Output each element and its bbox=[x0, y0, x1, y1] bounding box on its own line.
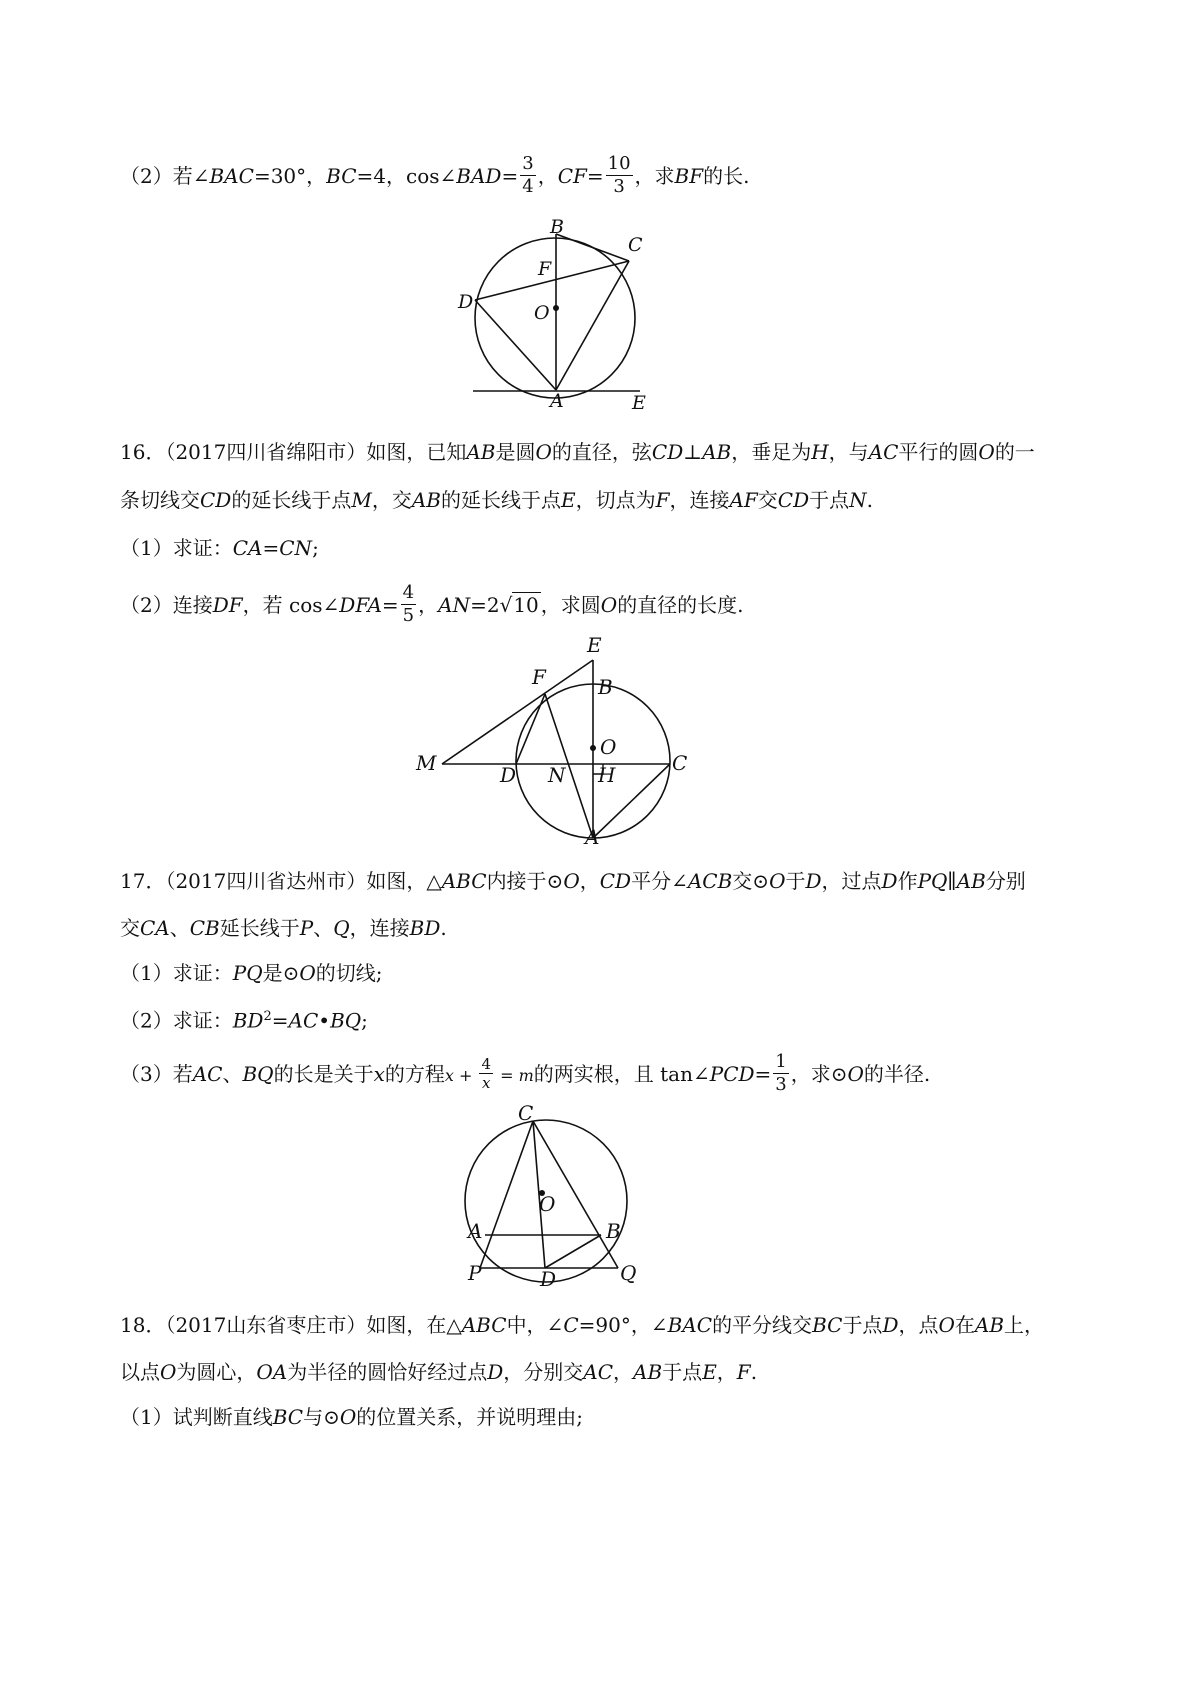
text: = bbox=[501, 164, 519, 188]
text: = bbox=[470, 593, 487, 617]
segment-fd bbox=[516, 694, 545, 764]
denominator: 3 bbox=[613, 176, 625, 197]
radicand: 10 bbox=[513, 593, 539, 617]
text: （1）试判断直线 bbox=[120, 1405, 273, 1429]
text: AB bbox=[411, 488, 441, 512]
denominator: 4 bbox=[522, 176, 534, 197]
numerator: 4 bbox=[481, 1055, 492, 1073]
label-b: B bbox=[606, 1219, 621, 1243]
text: （2）若∠ bbox=[120, 164, 210, 188]
q16-part2 bbox=[120, 584, 744, 629]
text: O bbox=[563, 869, 580, 893]
text: 内接于⊙ bbox=[486, 869, 564, 893]
text: O bbox=[938, 1313, 955, 1337]
text: ， bbox=[418, 593, 439, 617]
fraction bbox=[479, 1055, 493, 1092]
label-a: A bbox=[550, 390, 564, 413]
text: ，与 bbox=[828, 440, 869, 464]
text: BD bbox=[232, 1008, 264, 1033]
text: ，求圆 bbox=[540, 593, 601, 617]
text: AC bbox=[868, 440, 899, 464]
text: BQ bbox=[242, 1062, 274, 1086]
text: ，过点 bbox=[821, 869, 882, 893]
superscript: 2 bbox=[263, 1009, 272, 1024]
text: BAC bbox=[209, 164, 254, 188]
text: O bbox=[535, 440, 552, 464]
numerator: 3 bbox=[522, 153, 534, 174]
text: CF bbox=[557, 164, 587, 188]
label-m: M bbox=[416, 751, 437, 775]
text: 的直径的长度. bbox=[617, 593, 744, 617]
text: M bbox=[351, 488, 372, 512]
label-b: B bbox=[598, 675, 613, 699]
text: CD bbox=[200, 488, 232, 512]
denominator: 3 bbox=[775, 1074, 787, 1095]
text: 的延长线于点 bbox=[231, 488, 352, 512]
text: = bbox=[271, 1008, 289, 1033]
text: 中，∠ bbox=[506, 1313, 564, 1337]
text: 的半径. bbox=[863, 1062, 931, 1086]
text: 分别 bbox=[985, 869, 1026, 893]
q18-line2 bbox=[120, 1360, 757, 1384]
text: AF bbox=[729, 488, 758, 512]
text: 与⊙ bbox=[303, 1405, 340, 1429]
text: 的位置关系，并说明理由; bbox=[356, 1405, 584, 1429]
numerator: 10 bbox=[607, 153, 631, 174]
segment-bc bbox=[556, 234, 629, 261]
text: 的两实根，且 tan∠ bbox=[533, 1062, 710, 1086]
text: CA bbox=[140, 916, 170, 940]
numerator: 4 bbox=[402, 582, 415, 603]
text: 18．（2017山东省枣庄市）如图，在△ bbox=[120, 1313, 462, 1337]
text: （1）求证： bbox=[120, 536, 233, 560]
text: ，垂足为 bbox=[731, 440, 812, 464]
text: 的平分线交 bbox=[712, 1313, 813, 1337]
q17-line1 bbox=[120, 869, 1026, 893]
text: 、 bbox=[169, 916, 190, 940]
label-a: A bbox=[468, 1219, 483, 1243]
text: DF bbox=[212, 593, 243, 617]
label-e: E bbox=[587, 633, 602, 657]
text: ; bbox=[312, 536, 319, 560]
text: 的切线; bbox=[315, 961, 383, 985]
numerator: 1 bbox=[775, 1051, 787, 1072]
text: O bbox=[600, 593, 618, 617]
label-f: F bbox=[538, 258, 552, 281]
text: O bbox=[769, 869, 786, 893]
text: H bbox=[811, 440, 829, 464]
fraction bbox=[773, 1051, 788, 1096]
text: = bbox=[381, 593, 399, 617]
text: • bbox=[318, 1008, 331, 1033]
text: ABC bbox=[441, 869, 487, 893]
text: O bbox=[299, 961, 316, 985]
text: CN bbox=[279, 536, 313, 560]
label-o: O bbox=[534, 302, 550, 325]
text: x bbox=[373, 1062, 385, 1086]
text: CD bbox=[599, 869, 632, 893]
text: ，切点为 bbox=[575, 488, 656, 512]
label-q: Q bbox=[620, 1261, 637, 1285]
text: BC bbox=[272, 1405, 304, 1429]
text: AB bbox=[466, 440, 496, 464]
text: AB bbox=[633, 1360, 663, 1384]
text: 在 bbox=[954, 1313, 975, 1337]
text: BC bbox=[326, 164, 357, 188]
text: F bbox=[655, 488, 670, 512]
text: （1）求证： bbox=[120, 961, 233, 985]
label-h: H bbox=[598, 763, 616, 787]
label-c: C bbox=[672, 751, 688, 775]
text: 的直径，弦 bbox=[551, 440, 652, 464]
text: 延长线于 bbox=[219, 916, 300, 940]
text: = bbox=[495, 1066, 519, 1085]
q17-part2 bbox=[120, 1005, 368, 1033]
text: ，分别交 bbox=[503, 1360, 584, 1384]
text: =30°， bbox=[253, 164, 327, 188]
text: CD bbox=[777, 488, 810, 512]
text: ACB bbox=[687, 869, 733, 893]
fraction bbox=[401, 582, 416, 627]
text: 上， bbox=[1004, 1313, 1045, 1337]
label-c: C bbox=[628, 234, 643, 257]
q17-line2 bbox=[120, 916, 447, 940]
text: PQ bbox=[917, 869, 948, 893]
text: （3）若 bbox=[120, 1062, 193, 1086]
text: O bbox=[847, 1062, 864, 1086]
segment-dc bbox=[475, 261, 629, 300]
text: BD bbox=[409, 916, 441, 940]
text: BAC bbox=[667, 1313, 713, 1337]
text: 于点 bbox=[842, 1313, 883, 1337]
text: 17．（2017四川省达州市）如图，△ bbox=[120, 869, 442, 893]
text: =4，cos∠ bbox=[356, 164, 457, 188]
text: 以点 bbox=[120, 1360, 160, 1384]
text: D bbox=[881, 869, 898, 893]
label-e: E bbox=[632, 392, 646, 415]
text: 于 bbox=[785, 869, 806, 893]
q15-part2 bbox=[120, 155, 749, 200]
text: O bbox=[339, 1405, 357, 1429]
text: 的方程 bbox=[384, 1062, 445, 1086]
text: O bbox=[160, 1360, 177, 1384]
text: P bbox=[299, 916, 314, 940]
text: 为半径的圆恰好经过点 bbox=[287, 1360, 488, 1384]
text: AB bbox=[956, 869, 986, 893]
text: PCD bbox=[709, 1062, 755, 1086]
q18-part1 bbox=[120, 1405, 583, 1429]
label-f: F bbox=[532, 665, 546, 689]
text: AB bbox=[974, 1313, 1005, 1337]
q16-line2 bbox=[120, 488, 873, 512]
q16-part1 bbox=[120, 536, 319, 560]
text: ，若 cos∠ bbox=[242, 593, 340, 617]
text: =90°，∠ bbox=[578, 1313, 668, 1337]
text: ， bbox=[613, 1360, 634, 1384]
text: ABC bbox=[461, 1313, 507, 1337]
text: ，点 bbox=[898, 1313, 939, 1337]
label-n: N bbox=[548, 763, 566, 787]
text: 为圆心， bbox=[176, 1360, 257, 1384]
text: AC bbox=[288, 1008, 319, 1033]
segment-ca bbox=[480, 1121, 533, 1268]
text: ，交 bbox=[371, 488, 412, 512]
text: ， bbox=[579, 869, 600, 893]
label-d: D bbox=[540, 1267, 557, 1291]
text: ，求⊙ bbox=[790, 1062, 848, 1086]
text: ; bbox=[361, 1008, 368, 1033]
text: 2 bbox=[486, 593, 500, 617]
text: AN bbox=[438, 593, 471, 617]
text: ，连接 bbox=[669, 488, 730, 512]
q16-line1 bbox=[120, 440, 1035, 464]
text: E bbox=[560, 488, 576, 512]
text: . bbox=[750, 1360, 758, 1384]
text: 于点 bbox=[662, 1360, 703, 1384]
text: C bbox=[563, 1313, 579, 1337]
text: 于点 bbox=[809, 488, 850, 512]
text: = bbox=[754, 1062, 772, 1086]
text: Q bbox=[333, 916, 350, 940]
text: 的长是关于 bbox=[273, 1062, 374, 1086]
text: CD bbox=[651, 440, 684, 464]
text: AC bbox=[583, 1360, 614, 1384]
denominator: 5 bbox=[402, 605, 415, 626]
text: ，连接 bbox=[349, 916, 410, 940]
label-c: C bbox=[518, 1101, 534, 1125]
fraction bbox=[606, 153, 633, 198]
denominator: x bbox=[482, 1074, 491, 1092]
text: 、 bbox=[313, 916, 334, 940]
text: BQ bbox=[330, 1008, 362, 1033]
figure-q16 bbox=[410, 630, 740, 860]
text: O bbox=[978, 440, 995, 464]
q17-part1 bbox=[120, 961, 383, 985]
circle-o bbox=[475, 238, 635, 398]
label-o: O bbox=[539, 1192, 556, 1216]
text: = bbox=[262, 536, 280, 560]
text: 条切线交 bbox=[120, 488, 200, 512]
text: BC bbox=[812, 1313, 843, 1337]
text: E bbox=[702, 1360, 717, 1384]
label-o: O bbox=[600, 735, 617, 759]
text: ， bbox=[716, 1360, 737, 1384]
figure-q17 bbox=[460, 1100, 680, 1295]
label-a: A bbox=[585, 825, 600, 849]
text: 的一 bbox=[994, 440, 1035, 464]
text: 是⊙ bbox=[262, 961, 300, 985]
text: （2）连接 bbox=[120, 593, 213, 617]
text: m bbox=[518, 1066, 534, 1085]
text: 平行的圆 bbox=[898, 440, 979, 464]
text: D bbox=[487, 1360, 504, 1384]
text: 作 bbox=[897, 869, 918, 893]
text: . bbox=[440, 916, 447, 940]
text: . bbox=[866, 488, 873, 512]
text: 交 bbox=[120, 916, 140, 940]
text: ， bbox=[537, 164, 558, 188]
text: 的延长线于点 bbox=[440, 488, 561, 512]
text: N bbox=[849, 488, 867, 512]
text: 16．（2017四川省绵阳市）如图，已知 bbox=[120, 440, 467, 464]
q18-line1 bbox=[120, 1313, 1044, 1337]
segment-bd bbox=[545, 1235, 601, 1268]
text: CA bbox=[232, 536, 263, 560]
text: = bbox=[586, 164, 604, 188]
text: ∥ bbox=[947, 869, 957, 893]
text: ⊥ bbox=[683, 440, 703, 464]
text: 是圆 bbox=[495, 440, 536, 464]
text: 的长. bbox=[703, 164, 750, 188]
text: + bbox=[453, 1066, 478, 1085]
center-point bbox=[590, 745, 596, 751]
segment-ca bbox=[556, 261, 629, 390]
text: 平分∠ bbox=[631, 869, 688, 893]
q17-part3 bbox=[120, 1053, 930, 1098]
text: ，求 bbox=[634, 164, 675, 188]
label-d: D bbox=[458, 291, 474, 314]
text: AB bbox=[702, 440, 732, 464]
text: AC bbox=[192, 1062, 223, 1086]
text: 交⊙ bbox=[732, 869, 770, 893]
text: BF bbox=[674, 164, 704, 188]
text: F bbox=[736, 1360, 751, 1384]
text: x bbox=[444, 1066, 454, 1085]
text: BAD bbox=[456, 164, 502, 188]
fraction bbox=[520, 153, 535, 198]
text: DFA bbox=[339, 593, 382, 617]
text: 、 bbox=[222, 1062, 243, 1086]
label-p: P bbox=[468, 1261, 482, 1285]
text: （2）求证： bbox=[120, 1008, 233, 1033]
text: D bbox=[882, 1313, 899, 1337]
text: PQ bbox=[232, 961, 263, 985]
text: 交 bbox=[757, 488, 778, 512]
center-point bbox=[553, 305, 559, 311]
label-d: D bbox=[500, 763, 517, 787]
text: OA bbox=[256, 1360, 288, 1384]
label-b: B bbox=[550, 216, 564, 239]
text: D bbox=[805, 869, 822, 893]
square-root: √10 bbox=[499, 593, 539, 617]
text: CB bbox=[189, 916, 220, 940]
